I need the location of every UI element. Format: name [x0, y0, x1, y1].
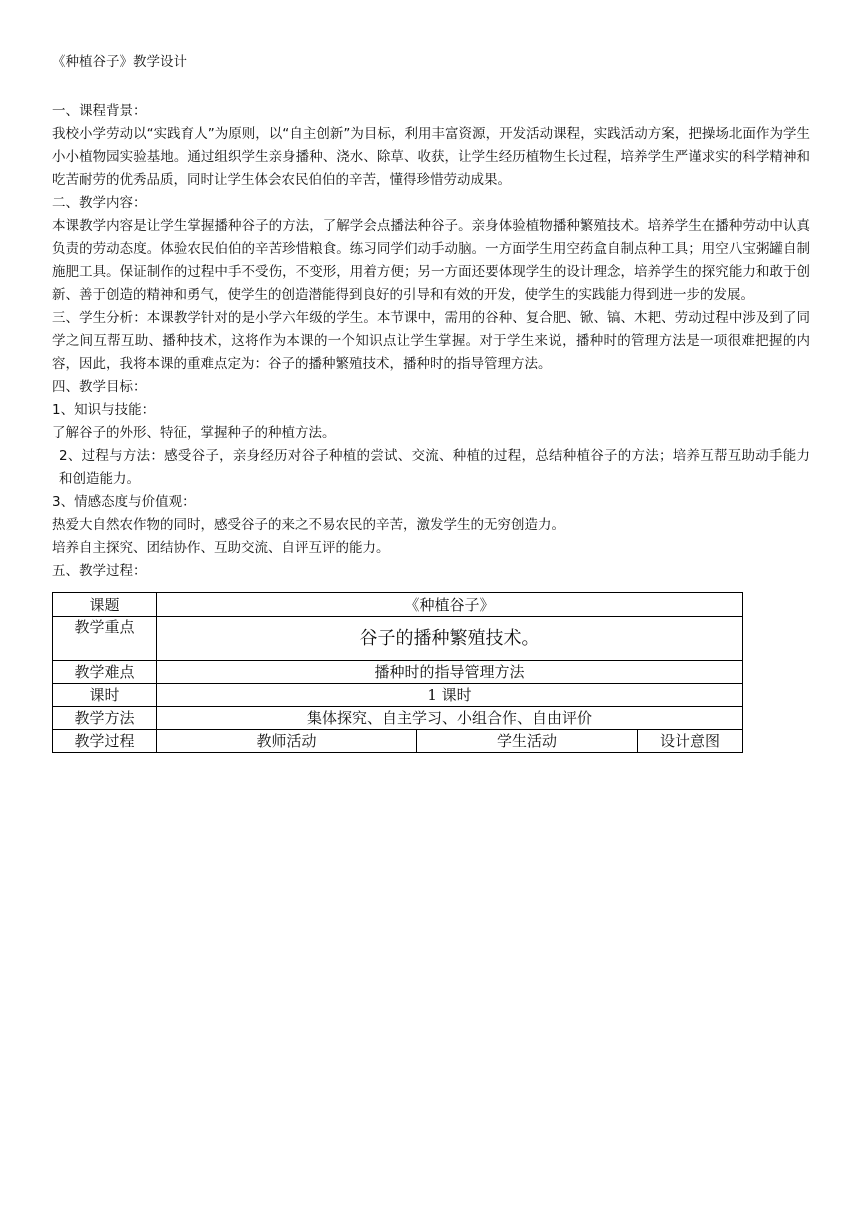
goal-3-text-1: 热爱大自然农作物的同时，感受谷子的来之不易农民的辛苦，激发学生的无穷创造力。 [52, 517, 565, 533]
cell-value-difficulty: 播种时的指导管理方法 [157, 661, 743, 684]
cell-value-key-point: 谷子的播种繁殖技术。 [157, 617, 743, 661]
cell-header-student-activity: 学生活动 [417, 730, 638, 753]
table-row [53, 661, 743, 684]
table-row [53, 593, 743, 617]
cell-label-method: 教学方法 [53, 707, 157, 730]
goal-2-text: 2、过程与方法：感受谷子，亲身经历对谷子种植的尝试、交流、种植的过程，总结种植谷子的方法；培养互帮互助动手能力和创造能力。 [59, 448, 810, 487]
table-row [53, 730, 743, 753]
table-row [53, 684, 743, 707]
document-body [52, 52, 810, 583]
section-heading-content: 二、教学内容： [52, 195, 147, 211]
section-heading-goals: 四、教学目标： [52, 379, 147, 395]
cell-label-topic: 课题 [53, 593, 157, 617]
cell-value-method: 集体探究、自主学习、小组合作、自由评价 [157, 707, 743, 730]
cell-label-key-point: 教学重点 [53, 617, 157, 661]
goal-3-heading: 3、情感态度与价值观： [52, 494, 196, 510]
section-heading-background: 一、课程背景： [52, 103, 147, 119]
lesson-plan-table [52, 592, 743, 753]
cell-label-process: 教学过程 [53, 730, 157, 753]
section-text-background: 我校小学劳动以“实践育人”为原则，以“自主创新”为目标，利用丰富资源，开发活动课程，实践活动方案，把操场北面作为学生小小植物园实验基地。通过组织学生亲身播种、浇水、除草、收获，让学生经历植物生长过程，培养学生严谨求实的科学精神和吃苦耐劳的优秀品质，同时让学生体会农民伯伯的辛苦，懂得珍惜劳动成果。 [52, 126, 810, 188]
table-row [53, 617, 743, 661]
cell-value-periods: 1 课时 [157, 684, 743, 707]
cell-label-periods: 课时 [53, 684, 157, 707]
goal-1-heading: 1、知识与技能： [52, 402, 156, 418]
section-student-analysis: 三、学生分析：本课教学针对的是小学六年级的学生。本节课中，需用的谷种、复合肥、锨、镐、木耙、劳动过程中涉及到了同学之间互帮互助、播种技术，这将作为本课的一个知识点让学生掌握。对于学生来说，播种时的管理方法是一项很难把握的内容，因此，我将本课的重难点定为：谷子的播种繁殖技术，播种时的指导管理方法。 [52, 310, 810, 372]
cell-header-teacher-activity: 教师活动 [157, 730, 417, 753]
document-title: 《种植谷子》教学设计 [52, 54, 187, 70]
goal-3-text-2: 培养自主探究、团结协作、互助交流、自评互评的能力。 [52, 540, 390, 556]
section-heading-process: 五、教学过程： [52, 563, 147, 579]
goal-1-text: 了解谷子的外形、特征，掌握种子的种植方法。 [52, 425, 336, 441]
table-row [53, 707, 743, 730]
cell-value-topic: 《种植谷子》 [157, 593, 743, 617]
section-text-content: 本课教学内容是让学生掌握播种谷子的方法，了解学会点播法种谷子。亲身体验植物播种繁殖技术。培养学生在播种劳动中认真负责的劳动态度。体验农民伯伯的辛苦珍惜粮食。练习同学们动手动脑。一方面学生用空药盒自制点种工具；用空八宝粥罐自制施肥工具。保证制作的过程中手不受伤，不变形，用着方便；另一方面还要体现学生的设计理念，培养学生的探究能力和敢于创新、善于创造的精神和勇气，使学生的创造潜能得到良好的引导和有效的开发，使学生的实践能力得到进一步的发展。 [52, 218, 810, 303]
cell-header-design-intent: 设计意图 [638, 730, 743, 753]
cell-label-difficulty: 教学难点 [53, 661, 157, 684]
